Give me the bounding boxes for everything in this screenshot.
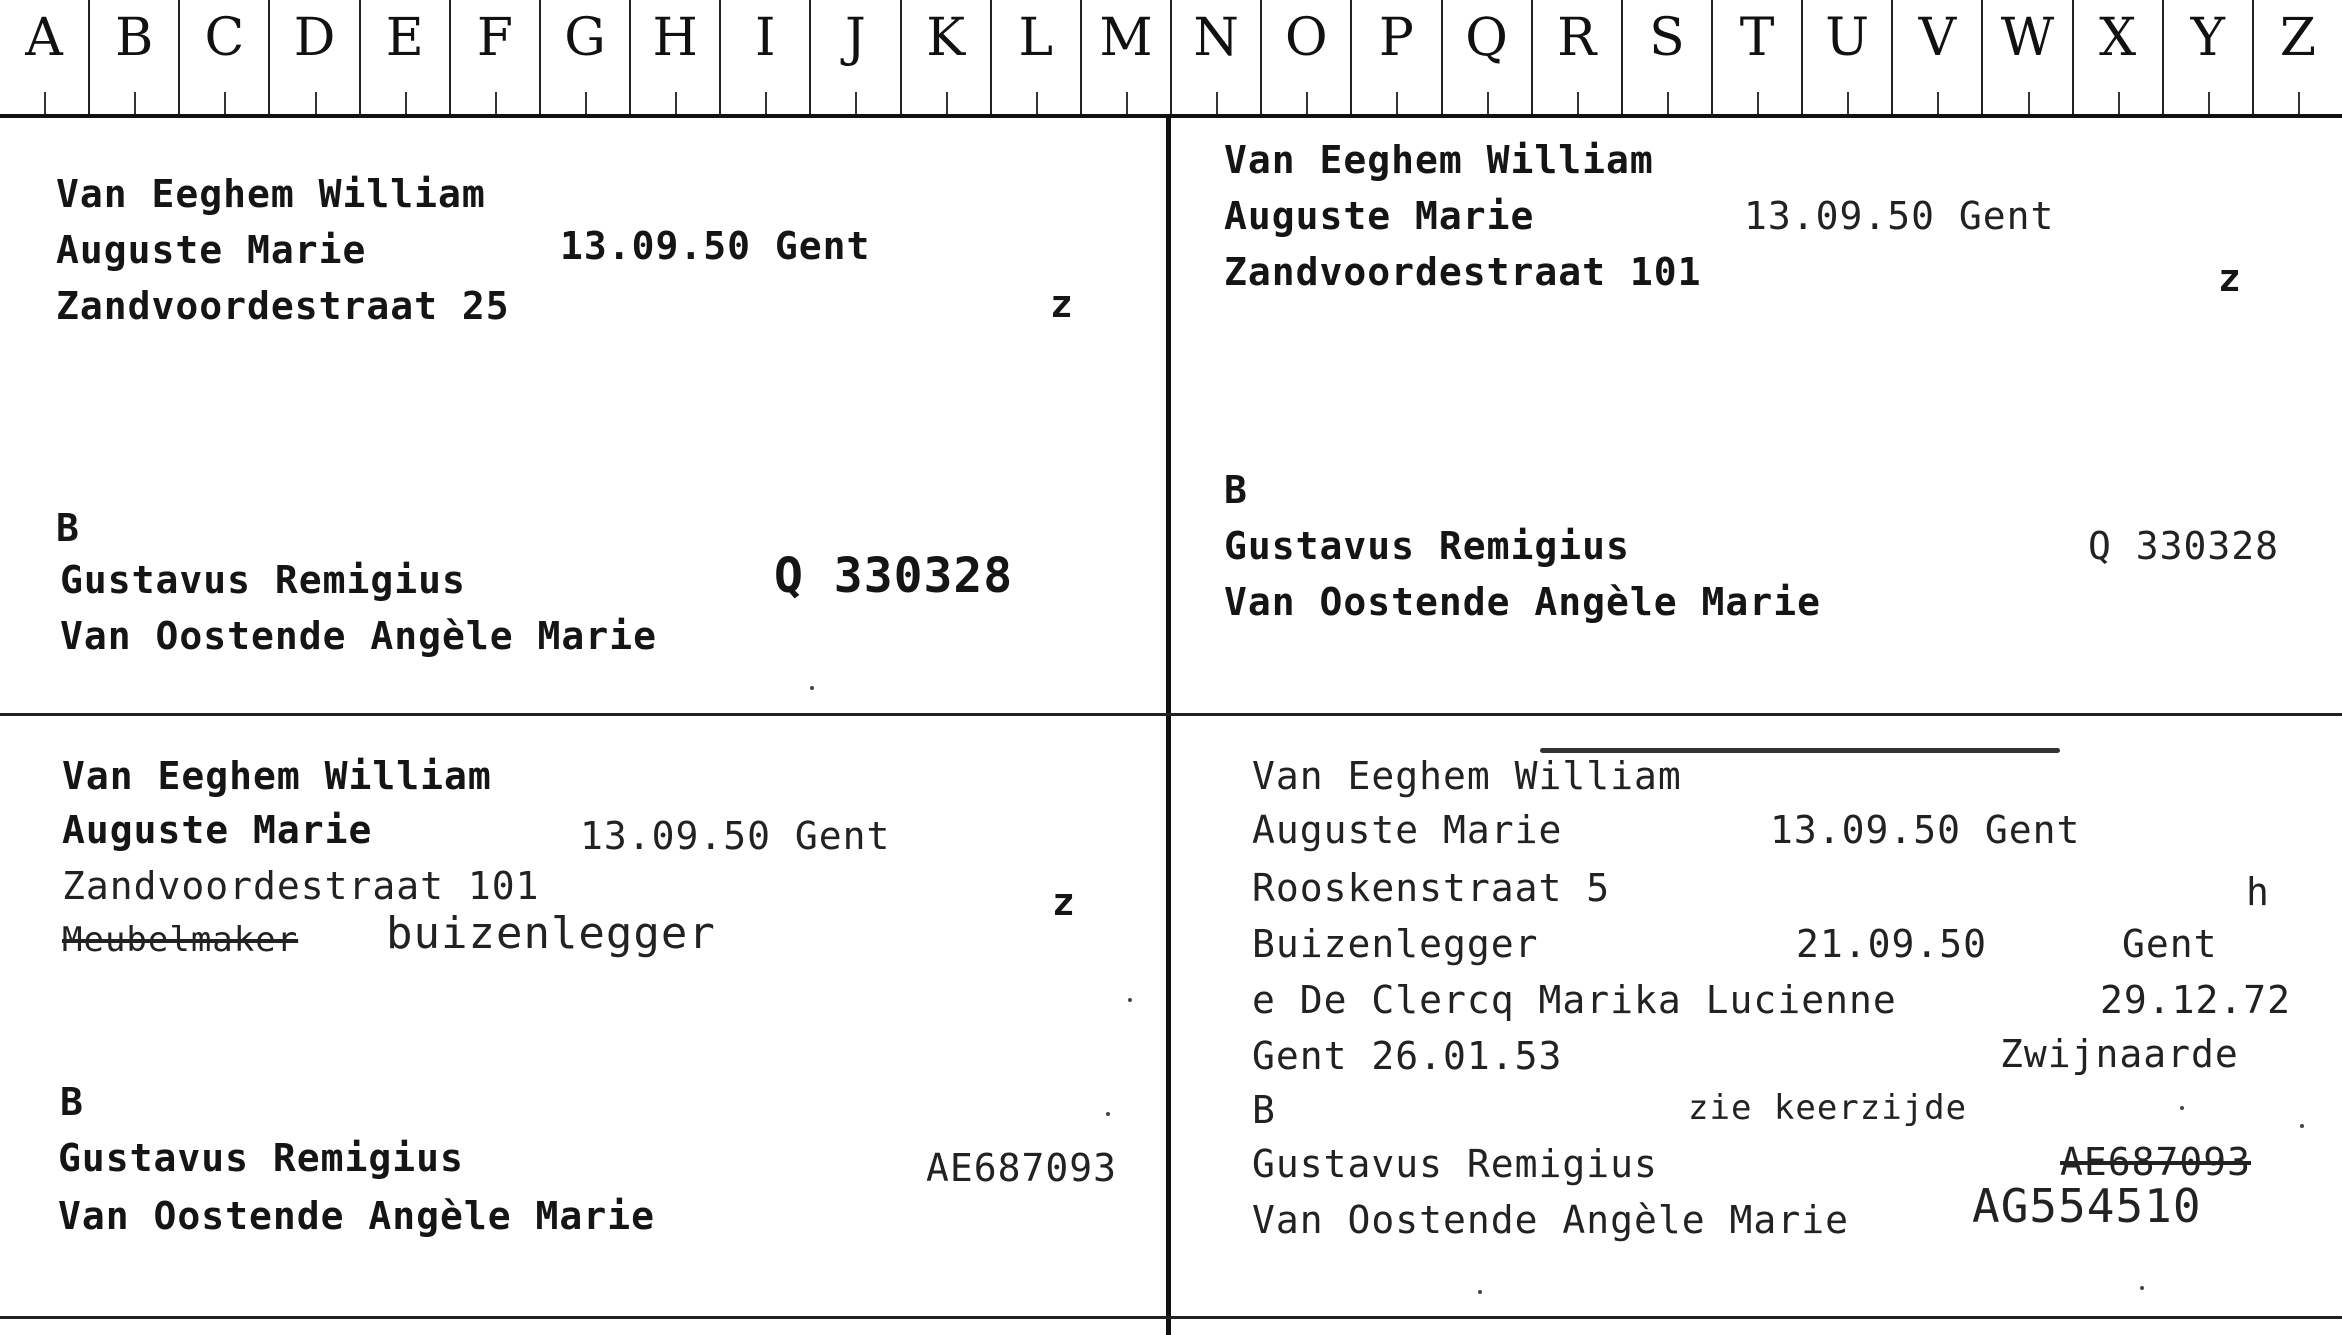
alphabet-letter-m: M (1080, 0, 1170, 114)
card-father: Gustavus Remigius (60, 558, 466, 602)
scan-speck (1128, 998, 1132, 1002)
card-birth: 13.09.50 Gent (580, 814, 891, 858)
card-spouse-date: 29.12.72 (2100, 978, 2292, 1022)
card-father: Gustavus Remigius (1224, 524, 1630, 568)
card-old-profession: Meubelmaker (62, 920, 299, 960)
card-given-names: Auguste Marie (1224, 194, 1535, 238)
card-old-code: AE687093 (2060, 1140, 2252, 1184)
alphabet-letter-t: T (1711, 0, 1801, 114)
card-name: Van Eeghem William (62, 754, 492, 798)
card-mother: Van Oostende Angèle Marie (1224, 580, 1821, 624)
scan-speck (1478, 1290, 1482, 1294)
card-address: Rooskenstraat 5 (1252, 866, 1611, 910)
alphabet-letter-l: L (990, 0, 1080, 114)
card-mother: Van Oostende Angèle Marie (1252, 1198, 1849, 1242)
alphabet-letter-d: D (268, 0, 358, 114)
card-spouse: e De Clercq Marika Lucienne (1252, 978, 1897, 1022)
card-address: Zandvoordestraat 101 (1224, 250, 1702, 294)
card-birth: 13.09.50 Gent (1744, 194, 2055, 238)
card-mark: z (1052, 880, 1076, 924)
card-spouse-birth: Gent 26.01.53 (1252, 1034, 1563, 1078)
card-father: Gustavus Remigius (58, 1136, 464, 1180)
card-father: Gustavus Remigius (1252, 1142, 1658, 1186)
scribble-mark (1540, 748, 2060, 753)
card-mother: Van Oostende Angèle Marie (58, 1194, 655, 1238)
alphabet-letter-g: G (539, 0, 629, 114)
card-mother: Van Oostende Angèle Marie (60, 614, 657, 658)
scan-speck (2300, 1124, 2304, 1128)
alphabet-letter-j: J (809, 0, 899, 114)
card-given-names: Auguste Marie (56, 228, 367, 272)
scan-speck (1106, 1112, 1110, 1116)
card-birth: 13.09.50 Gent (1770, 808, 2081, 852)
alphabet-letter-b: B (88, 0, 178, 114)
alphabet-letter-v: V (1891, 0, 1981, 114)
card-profession-place: Gent (2122, 922, 2218, 966)
card-mark: z (2218, 256, 2242, 300)
card-code: AG554510 (1972, 1179, 2202, 1233)
card-profession: buizenlegger (386, 908, 716, 959)
card-name: Van Eeghem William (1224, 138, 1654, 182)
card-mark: h (2246, 870, 2270, 914)
alphabet-letter-x: X (2072, 0, 2162, 114)
card-section: B (60, 1080, 84, 1124)
scan-speck (2180, 1106, 2184, 1110)
alphabet-letter-r: R (1531, 0, 1621, 114)
alphabet-letter-c: C (178, 0, 268, 114)
card-given-names: Auguste Marie (62, 808, 373, 852)
card-name: Van Eeghem William (1252, 754, 1682, 798)
alphabet-letter-n: N (1170, 0, 1260, 114)
card-section: B (56, 506, 80, 550)
vertical-divider (1166, 118, 1171, 1335)
card-section: B (1252, 1088, 1276, 1132)
card-address: Zandvoordestraat 25 (56, 284, 510, 328)
card-profession: Buizenlegger (1252, 922, 1539, 966)
alphabet-letter-q: Q (1441, 0, 1531, 114)
scan-speck (810, 686, 814, 690)
alphabet-letter-f: F (449, 0, 539, 114)
alphabet-index (0, 0, 2342, 118)
alphabet-letter-o: O (1260, 0, 1350, 114)
card-mark: z (1050, 282, 1074, 326)
card-given-names: Auguste Marie (1252, 808, 1563, 852)
alphabet-letter-a: A (0, 0, 88, 114)
scan-speck (2140, 1286, 2144, 1290)
card-spouse-place: Zwijnaarde (2000, 1032, 2239, 1076)
horizontal-divider (0, 713, 2342, 716)
card-code: Q 330328 (2088, 524, 2280, 568)
alphabet-letter-i: I (719, 0, 809, 114)
card-profession-date: 21.09.50 (1796, 922, 1988, 966)
card-code: Q 330328 (774, 548, 1014, 604)
alphabet-letter-p: P (1350, 0, 1440, 114)
bottom-divider (0, 1316, 2342, 1319)
alphabet-letter-h: H (629, 0, 719, 114)
card-section: B (1224, 468, 1248, 512)
alphabet-letter-e: E (359, 0, 449, 114)
alphabet-letter-s: S (1621, 0, 1711, 114)
alphabet-letter-k: K (900, 0, 990, 114)
card-address: Zandvoordestraat 101 (62, 864, 540, 908)
card-name: Van Eeghem William (56, 172, 486, 216)
alphabet-letter-w: W (1981, 0, 2071, 114)
card-code: AE687093 (926, 1146, 1118, 1190)
card-note: zie keerzijde (1688, 1088, 1968, 1128)
alphabet-letter-y: Y (2162, 0, 2252, 114)
alphabet-letter-z: Z (2252, 0, 2342, 114)
card-birth: 13.09.50 Gent (560, 224, 871, 268)
alphabet-letter-u: U (1801, 0, 1891, 114)
